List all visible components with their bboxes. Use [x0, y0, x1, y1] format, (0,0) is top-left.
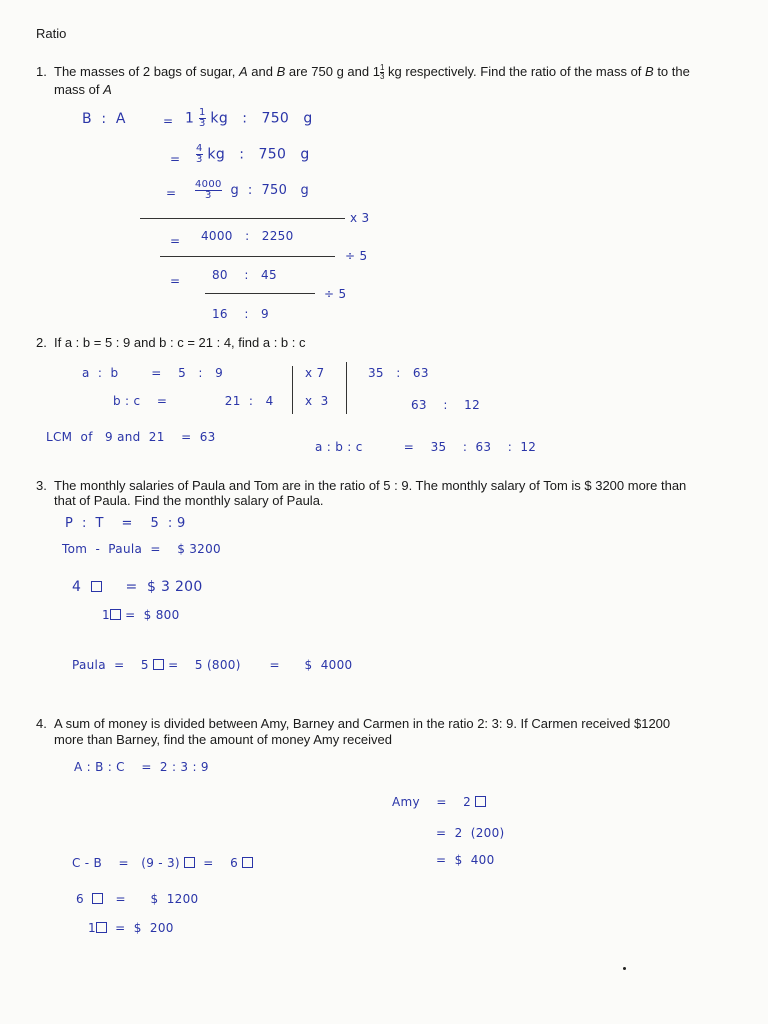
question-text: The monthly salaries of Paula and Tom are in the ratio of 5 : 9. The monthly salary of Tom is $ 3200 more than: [54, 478, 687, 493]
work2-line2: b : c = 21 : 4: [113, 394, 274, 408]
division-line: [160, 256, 335, 257]
work1-row4: 4000 : 2250: [201, 229, 294, 243]
work2-result2: 63 : 12: [411, 398, 480, 412]
stray-mark: [623, 967, 626, 970]
unit-box-icon: [184, 857, 195, 868]
unit-box-icon: [92, 893, 103, 904]
question-number: 2.: [36, 335, 47, 350]
work1-row2: $\frac{4}{3}$ kg : 750 g: [196, 143, 310, 165]
unit-box-icon: [475, 796, 486, 807]
bracket-line: [346, 362, 347, 414]
question-text-line2: more than Barney, find the amount of money Amy received: [54, 732, 392, 747]
work4-line1: A : B : C = 2 : 3 : 9: [74, 760, 209, 774]
work1-row6: 16 : 9: [212, 307, 269, 321]
equals-sign: =: [163, 114, 174, 128]
question-4: [36, 716, 756, 750]
work1-row1: 1 $\frac{1}{3}$ kg : 750 g: [185, 107, 313, 129]
question-number: 3.: [36, 478, 47, 493]
unit-box-icon: [91, 581, 102, 592]
question-text-line2: mass of A: [54, 82, 112, 97]
mixed-fraction: $\frac{1}{3}$: [379, 63, 385, 82]
work1-row5: 80 : 45: [212, 268, 277, 282]
unit-box-icon: [153, 659, 164, 670]
question-1: [36, 64, 736, 98]
question-3: [36, 478, 756, 512]
work4-amy2: = 2 (200): [436, 826, 505, 840]
work3-line4: 1 = $ 800: [102, 608, 180, 622]
division-line: [140, 218, 345, 219]
work2-result1: 35 : 63: [368, 366, 429, 380]
question-2: [36, 335, 736, 351]
equals-sign: =: [166, 186, 177, 200]
question-number: 4.: [36, 716, 47, 731]
work3-line1: P : T = 5 : 9: [65, 516, 186, 531]
division-line: [205, 293, 315, 294]
question-text: The masses of 2 bags of sugar, A and B are 750 g and 1 $\frac{1}{3}$ kg respectively. Find the ratio of the mass of B to the: [54, 63, 690, 82]
work2-answer: a : b : c = 35 : 63 : 12: [315, 440, 537, 454]
operation-label: ÷ 5: [324, 287, 347, 301]
equals-sign: =: [170, 152, 181, 166]
work4-cb: C - B = (9 - 3) = 6: [72, 856, 253, 870]
operation-label: ÷ 5: [345, 249, 368, 263]
work4-amy1: Amy = 2: [392, 795, 486, 809]
equals-sign: =: [170, 234, 181, 248]
work3-line2: Tom - Paula = $ 3200: [62, 542, 221, 556]
work4-six: 6 = $ 1200: [76, 892, 199, 906]
question-number: 1.: [36, 64, 47, 79]
unit-box-icon: [242, 857, 253, 868]
work4-amy3: = $ 400: [436, 853, 495, 867]
unit-box-icon: [96, 922, 107, 933]
equals-sign: =: [170, 274, 181, 288]
unit-box-icon: [110, 609, 121, 620]
work2-lcm: LCM of 9 and 21 = 63: [46, 430, 216, 444]
question-text: If a : b = 5 : 9 and b : c = 21 : 4, find a : b : c: [54, 335, 306, 350]
operation-label: x 3: [350, 211, 370, 225]
work3-line3: 4 = $ 3 200: [72, 579, 203, 595]
page-title: Ratio: [36, 26, 67, 41]
multiplier-label: x 7: [305, 366, 325, 380]
work4-one: 1 = $ 200: [88, 921, 174, 935]
work1-ratio-label: B : A: [82, 111, 126, 127]
work1-row3: $\frac{4000}{3}$ g : 750 g: [195, 179, 310, 201]
bracket-line: [292, 366, 293, 414]
multiplier-label: x 3: [305, 394, 329, 408]
question-text: A sum of money is divided between Amy, Barney and Carmen in the ratio 2: 3: 9. If Carmen received $1200: [54, 716, 671, 731]
work3-line5: Paula = 5 = 5 (800) = $ 4000: [72, 658, 353, 672]
work2-line1: a : b = 5 : 9: [82, 366, 223, 380]
question-text-line2: that of Paula. Find the monthly salary of Paula.: [54, 493, 324, 508]
